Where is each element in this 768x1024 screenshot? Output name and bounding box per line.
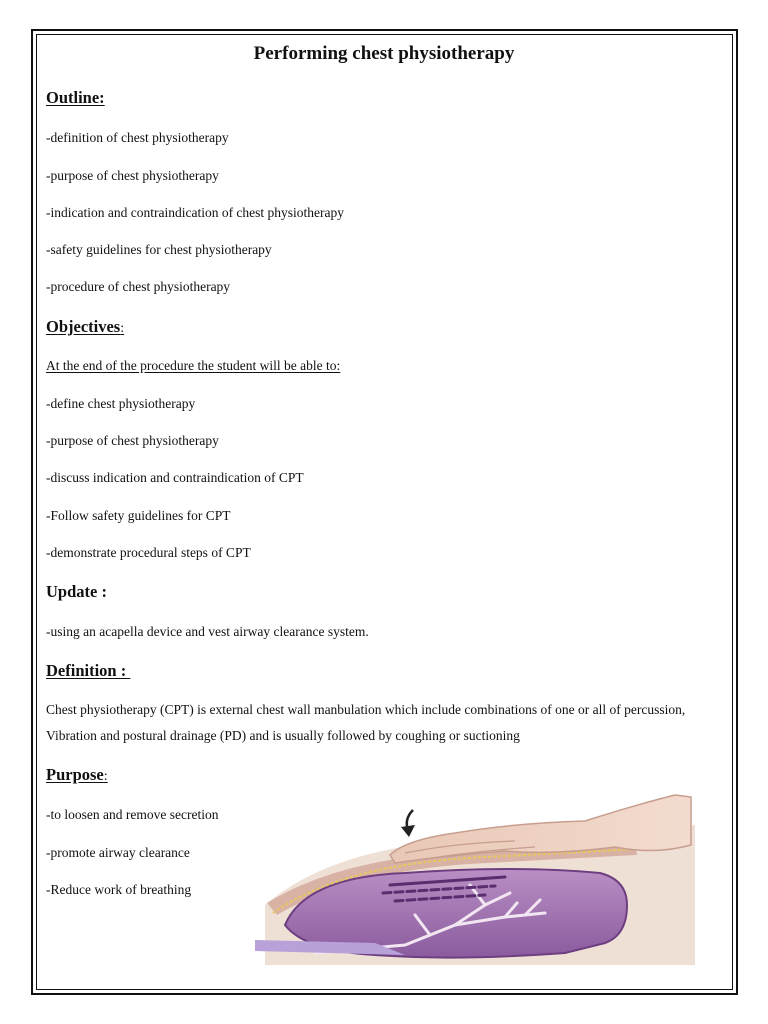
purpose-item-1: -to loosen and remove secretion xyxy=(46,807,219,822)
update-item-1: -using an acapella device and vest airway clearance system. xyxy=(46,624,369,639)
purpose-item-2: -promote airway clearance xyxy=(46,845,190,860)
update-heading: Update : xyxy=(46,582,107,601)
outline-item-5: -procedure of chest physiotherapy xyxy=(46,279,231,294)
outline-heading: Outline: xyxy=(46,88,105,107)
objectives-item-4: -Follow safety guidelines for CPT xyxy=(46,508,231,523)
purpose-heading-colon: : xyxy=(103,769,108,784)
objectives-intro: At the end of the procedure the student will be able to: xyxy=(46,358,341,373)
outline-item-2: -purpose of chest physiotherapy xyxy=(46,168,219,183)
objectives-item-3: -discuss indication and contraindication of CPT xyxy=(46,470,304,485)
outline-item-4: -safety guidelines for chest physiotherapy xyxy=(46,242,272,257)
definition-text: Chest physiotherapy (CPT) is external chest wall manbulation which include combinations of one or all of percussion, Vibration and postural drainage (PD) and is usually followed by coughing or suctioning xyxy=(46,702,686,743)
objectives-item-2: -purpose of chest physiotherapy xyxy=(46,433,219,448)
outline-item-3: -indication and contraindication of chest physiotherapy xyxy=(46,205,345,220)
outline-item-1: -definition of chest physiotherapy xyxy=(46,130,229,145)
purpose-heading xyxy=(46,765,108,785)
purpose-item-3: -Reduce work of breathing xyxy=(46,882,192,897)
definition-heading: Definition : xyxy=(46,661,131,680)
objectives-heading-colon: : xyxy=(120,321,125,336)
chest-percussion-illustration xyxy=(255,785,695,965)
objectives-heading-text: Objectives xyxy=(46,317,121,336)
arrow-head-icon xyxy=(401,825,415,837)
objectives-item-5: -demonstrate procedural steps of CPT xyxy=(46,545,251,560)
document-title: Performing chest physiotherapy xyxy=(253,43,515,64)
objectives-item-1: -define chest physiotherapy xyxy=(46,396,196,411)
objectives-heading xyxy=(46,317,124,337)
purpose-heading-text: Purpose xyxy=(46,765,104,784)
